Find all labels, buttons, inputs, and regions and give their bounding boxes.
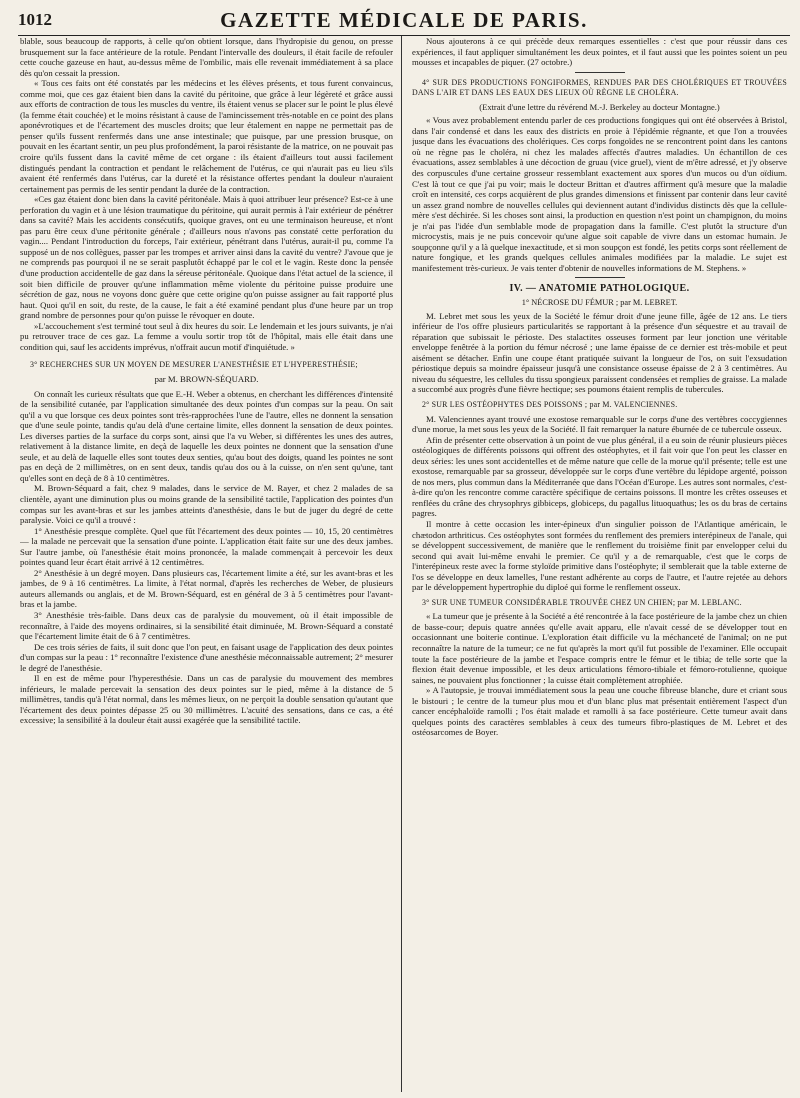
column-separator	[401, 36, 402, 1092]
paragraph: « La tumeur que je présente à la Société a été rencontrée à la face postérieure de la jambe chez un chien de basse-cour; depuis quatre années qu'elle avait apparu, elle n'avait cessé de se développer tout en occasionnant une boiterie continue. L'exploration était difficile vu la méchanceté de l'animal; on ne put reconnaître la nature de la tumeur; ce ne fut qu'après la mort qu'il fut possible de l'examiner. Elle occupait toute la face postérieure de la jambe et l'espace compris entre le fémur et le tibia; de telle sorte que la flexion était devenue impossible, et les deux articulations fémoro-tibiale et fémoro-rotulienne, quoique saines, ne pouvaient plus fonctionner ; la cuisse était complètement atrophiée.	[412, 611, 787, 685]
paragraph: Nous ajouterons à ce qui précède deux remarques essentielles : c'est que pour réussir dans ces expériences, il faut appliquer simultanément les deux pointes, et il faut aussi que les pointes soient un peu mousses et incapables de piquer. (27 octobre.)	[412, 36, 787, 68]
section-heading: 4° SUR DES PRODUCTIONS FONGIFORMES, RENDUES PAR DES CHOLÉRIQUES ET TROUVÉES DANS L'AIR ET DANS LES EAUX DES LIEUX OÙ RÈGNE LE CHOLÉRA.	[412, 77, 787, 98]
page-header	[18, 6, 790, 36]
paragraph: » A l'autopsie, je trouvai immédiatement sous la peau une couche fibreuse blanche, dure et criant sous le bistouri ; le centre de la tumeur plus mou et d'un blanc plus mat présentait entièrement l'aspect d'un cancer encéphaloïde ramolli ; l'os était malade et ramolli à sa face postérieure. Cette tumeur avait dans quelques points des caractères semblables à ceux des tumeurs fibro-plastiques de M. Lebret et des ostéosarcomes de Boyer.	[412, 685, 787, 738]
paragraph: »L'accouchement s'est terminé tout seul à dix heures du soir. Le lendemain et les jours suivants, je n'ai pu retrouver trace de ces gaz. La femme a voulu sortir trop tôt de l'hôpital, mais elle était dans une condition qui, sauf les accidents imprévus, n'offrait aucun motif d'inquiétude. »	[20, 320, 393, 352]
paragraph: De ces trois séries de faits, il suit donc que l'on peut, en faisant usage de l'application des deux pointes d'un compas sur la peau : 1° reconnaître l'existence d'une anesthésie méconnaissable autrement; 2° mesurer le degré de l'anesthésie.	[20, 641, 393, 673]
section-subheading: (Extrait d'une lettre du révérend M.-J. Berkeley au docteur Montagne.)	[479, 101, 720, 112]
paragraph: Il montre à cette occasion les inter-épineux d'un singulier poisson de l'Atlantique américain, le chætodon arthriticus. Ces ostéophytes sont formées du renflement des premiers interépineux de l'anale, qui se développent successivement, de manière que le renflement du troisième finit par envelopper celui du second qui avait lui-même envahi le premier. Ce qu'il y a de remarquable, c'est que le corps de l'interépineux reste avec la forme styloïde primitive dans l'ostéophyte; il semblerait que la table externe de l'os se développe en deux lamelles, l'une restant adhérente au corps de l'autre, et l'autre rejetée au dehors par le développement hypertrophie du diploé qui forme le renflement osseux.	[412, 518, 787, 593]
masthead-title: GAZETTE MÉDICALE DE PARIS.	[220, 8, 588, 32]
divider	[575, 72, 625, 73]
page-number: 1012	[18, 10, 52, 29]
paragraph: Il en est de même pour l'hyperesthésie. Dans un cas de paralysie du mouvement des membres inférieurs, le malade percevait la sensation des deux pointes sur le pied, même à la distance de 5 millimètres, tandis qu'à l'état normal, dans les mêmes lieux, on ne perçoit la double sensation qu'autant que l'écartement des deux pointes dépasse 25 ou 30 millimètres. L'acuité des sensations, dans ce cas, a été excessive; la sensibilité à la douleur était aussi exagérée que la sensibilité tactile.	[20, 673, 393, 726]
paragraph: blable, sous beaucoup de rapports, à celle qu'on obtient lorsque, dans l'hydropisie du genou, on presse brusquement sur la face antérieure de la rotule. Pendant l'intervalle des douleurs, il était facile de refouler cette couche gazeuse en haut, au-dessus même de l'ombilic, mais elle revenait immédiatement à sa place dès qu'on cessait la pression.	[20, 36, 393, 78]
left-column	[20, 36, 393, 1094]
section-heading: 2° SUR LES OSTÉOPHYTES DES POISSONS ; par M. VALENCIENNES.	[422, 399, 678, 409]
paragraph: 1° Anesthésie presque complète. Quel que fût l'écartement des deux pointes — 10, 15, 20 centimètres — la malade ne percevait que la sensation d'une pointe. L'application était faite sur une des deux jambes. Sur l'autre jambe, où l'anesthésie était moins prononcée, la malade commençait à percevoir les deux pointes quand leur écart était arrivé à 12 centimètres.	[20, 525, 393, 568]
paragraph: M. Lebret met sous les yeux de la Société le fémur droit d'une jeune fille, âgée de 12 ans. Le tiers inférieur de l'os offre plusieurs particularités se rapportant à la présence d'un séquestre et au travail de réparation que subissait le périoste. Des stalactites osseuses forment par leur jonction une véritable enveloppe fenêtrée à la portion du fémur nécrosé ; une lame épaisse de ce dernier est très-mobile et peut aisément se détacher. Enfin une coupe étant pratiquée suivant la longueur de l'os, on suit l'exsudation périostique depuis sa moindre épaisseur jusqu'à une consistance osseuse épaisse de 2 à 3 centimètres. Au niveau du séquestre, les cellules du tissu spongieux paraissent condensées et remplies de graisse. La malade a succombé aux progrès d'une fièvre hectique; ses poumons étaient remplis de tubercules.	[412, 310, 787, 395]
paragraph: M. Valenciennes ayant trouvé une exostose remarquable sur le corps d'une des vertèbres coccygiennes d'une morue, la met sous les yeux de la Société. Il fait remarquer la nature éburnée de ce tubercule osseux.	[412, 413, 787, 435]
paragraph: 2° Anesthésie à un degré moyen. Dans plusieurs cas, l'écartement limite a été, sur les avant-bras et les jambes, de 9 à 16 centimètres. La limite, à l'état normal, d'après les recherches de Weber, de plusieurs auteurs allemands ou anglais, et de M. Brown-Séquard, est en général de 3 à 5 centimètres pour l'avant-bras et la jambe.	[20, 567, 393, 610]
paragraph: « Vous avez probablement entendu parler de ces productions fongiques qui ont été observées à Bristol, dans l'air condensé et dans les eaux des districts en proie à l'épidémie régnante, et que l'on a trouvées jusque dans les évacuations des cholériques. Ces corps fongoïdes ne se rencontrent point dans les cantons où ne règne pas le choléra, ni chez les malades affectés d'autres maladies. Un échantillon de ces évacuations, assez semblables à une décoction de gruau (vice gruel), vient de m'être adressé, et j'y observe des corpuscules d'une certaine grosseur ressemblant exactement aux spores d'un mucos ou d'un oïdium. C'est là tout ce que j'ai pu voir; mais le docteur Brittan et d'autres affirment qu'à mesure que la maladie croît en intensité, ces corps acquièrent de plus grandes dimensions et finissent par contenir dans leur cavité un assez grand nombre de nouvelles cellules qui deviennent autant d'individus distincts dès que la cellule-mère s'est déchirée. Si les choses sont ainsi, la production en question n'est point un champignon, du moins je n'ai pas l'idée d'un semblable mode de propagation dans la famille. C'est plutôt la structure d'un microcystis, mais je ne puis concevoir qu'une algue soit capable de vivre dans un estomac humain. Je soupçonne qu'il y a là quelque inexactitude, et si mon soupçon est fondé, les petits corps sont réellement de nature fongique, et les grands quelques cellules animales modifiées par la maladie. Le sujet est manifestement très-curieux. Je vais tenter d'obtenir de nouvelles informations de M. Stephens. »	[412, 115, 787, 273]
paragraph: M. Brown-Séquard a fait, chez 9 malades, dans le service de M. Rayer, et chez 2 malades de sa clientèle, ayant une diminution plus ou moins grande de la sensibilité tactile, l'application des pointes d'un compas sur les avant-bras et sur les jambes atteints d'anesthésie, dans le but de juger du degré de cette paralysie. Voici ce qu'il a trouvé :	[20, 483, 393, 526]
paragraph: Afin de présenter cette observation à un point de vue plus général, il a eu soin de réunir plusieurs pièces ostéologiques de différents poissons qui offrent des ostéophytes, et il fait voir que l'on peut les classer en deux séries: les unes sont accidentelles et de même nature que celle de la morue qu'il présente; telle est une exostose, remarquable par sa grosseur, développée sur le corps d'une vertèbre du lépidope argenté, poisson de nos mers, plus commun dans la Méditerranée que dans l'Océan d'Europe. Les autres sont normales, c'est-à-dire qu'on les rencontre comme caractère spécifique de certains poissons. Il montre les crêtes osseuses et renflées du crâne des chrysophrys gibbiceps, globiceps, du pagallus lituoquathus; les os du bras de certains pagres.	[412, 434, 787, 519]
paragraph: «Ces gaz étaient donc bien dans la cavité péritonéale. Mais à quoi attribuer leur présence? Est-ce à une perforation du vagin et à une lésion traumatique du péritoine, qui aurait permis à l'air extérieur de pénétrer dans sa cavité? Mais les accidents consécutifs, quoique graves, ont eu une terminaison heureuse, et n'ont pas paru être ceux d'une péritonite générale ; d'ailleurs nous n'avons pas constaté cette perforation du vagin.... Pendant l'introduction du forceps, l'air extérieur, pénétrant dans l'utérus, aurait-il pu, comme l'a supposé un de nos collègues, passer par les trompes et arriver ainsi dans la cavité du ventre? J'avoue que je ne comprends pas pourquoi il ne se serait pasplutôt échappé par le col et le vagin. Reste donc la pensée d'une production accidentelle de gaz dans la séreuse péritonéale. Quoique dans l'état actuel de la science, il soit bien difficile de prouver qu'une inflammation même violente du péritoine puisse produire une sécrétion de gaz, nous ne voyons donc guère que cette origine qu'on puisse assigner au fait rapporté plus haut. Quoi qu'il en soit, du reste, de la cause, le fait a été examiné pendant plus d'une heure par un trop grand nombre de personnes pour qu'on puisse le révoquer en doute.	[20, 194, 393, 321]
section-heading: 1° NÉCROSE DU FÉMUR ; par M. LEBRET.	[521, 298, 678, 308]
section-author: par M. BROWN-SÉQUARD.	[154, 373, 259, 384]
right-column	[412, 36, 787, 1094]
part-heading: IV. — ANATOMIE PATHOLOGIQUE.	[509, 283, 690, 295]
section-heading: 3° RECHERCHES SUR UN MOYEN DE MESURER L'ANESTHÉSIE ET L'HYPERESTHÉSIE;	[30, 360, 358, 370]
divider	[575, 277, 625, 278]
paragraph: 3° Anesthésie très-faible. Dans deux cas de paralysie du mouvement, où il était impossible de reconnaître, à l'aide des moyens ordinaires, si la sensibilité était diminuée, M. Brown-Séquard a constaté que l'écartement limite était de 6 à 7 centimètres.	[20, 609, 393, 642]
paragraph: On connaît les curieux résultats que que E.-H. Weber a obtenus, en cherchant les différences d'intensité de la sensibilité cutanée, par l'application simultanée des deux pointes d'un compas sur la peau. On sait qu'il a vu que lorsque ces deux pointes sont très-rapprochées l'une de l'autre, elles ne donnent la sensation que d'une seule pointe, tandis qu'au delà d'une certaine limite, elles donnent la sensation de deux pointes. Les diverses parties de la surface du corps sont, ainsi que l'a vu Weber, si différentes les unes des autres, relativement à la distance limite, en deçà de laquelle les deux pointes ne donnent que la sensation d'une seule, et au delà de laquelle elles sont toutes deux senties, qu'au bout des doigts, quand les pointes ne sont pas en deçà de 2 millimètres, on en sent deux, tandis qu'au dos ou à la cuisse, on n'en sent qu'une, tant qu'elles sont en deçà de 8 à 10 centimètres.	[20, 388, 393, 483]
section-heading: 3° SUR UNE TUMEUR CONSIDÉRABLE TROUVÉE CHEZ UN CHIEN; par M. LEBLANC.	[422, 597, 742, 607]
paragraph: « Tous ces faits ont été constatés par les médecins et les élèves présents, et tous furent convaincus, comme moi, que ces gaz étaient bien dans la cavité du péritoine, que grâce à leur légèreté et grâce aussi aux efforts de contraction de tous les muscles du ventre, ils étaient venus se placer sur le point le plus élevé (la femme était couchée) et le moins résistant à cause de l'amincissement très-notable en ce point des plans aponévrotiques et de l'écartement des muscles droits; que leur étalement en nappe ne permettait pas de penser qu'ils fussent renfermés dans une anse intestinale; que puisque, par une pression brusque, on pouvait en les écartant sentir, un peu plus profondément, la paroi résistante de la matrice, on ne pouvait pas croire qu'ils fussent dans la cavité même de cet organe : ils étaient d'ailleurs tout aussi facilement distingués pendant la contraction et pendant le relâchement de l'utérus, ce qui n'aurait pas eu lieu s'ils avaient été renfermés dans l'utérus, car la dureté et la résistance offertes pendant la douleur n'auraient certainement pas permis de les sentir pendant la durée de la contraction.	[20, 78, 393, 194]
